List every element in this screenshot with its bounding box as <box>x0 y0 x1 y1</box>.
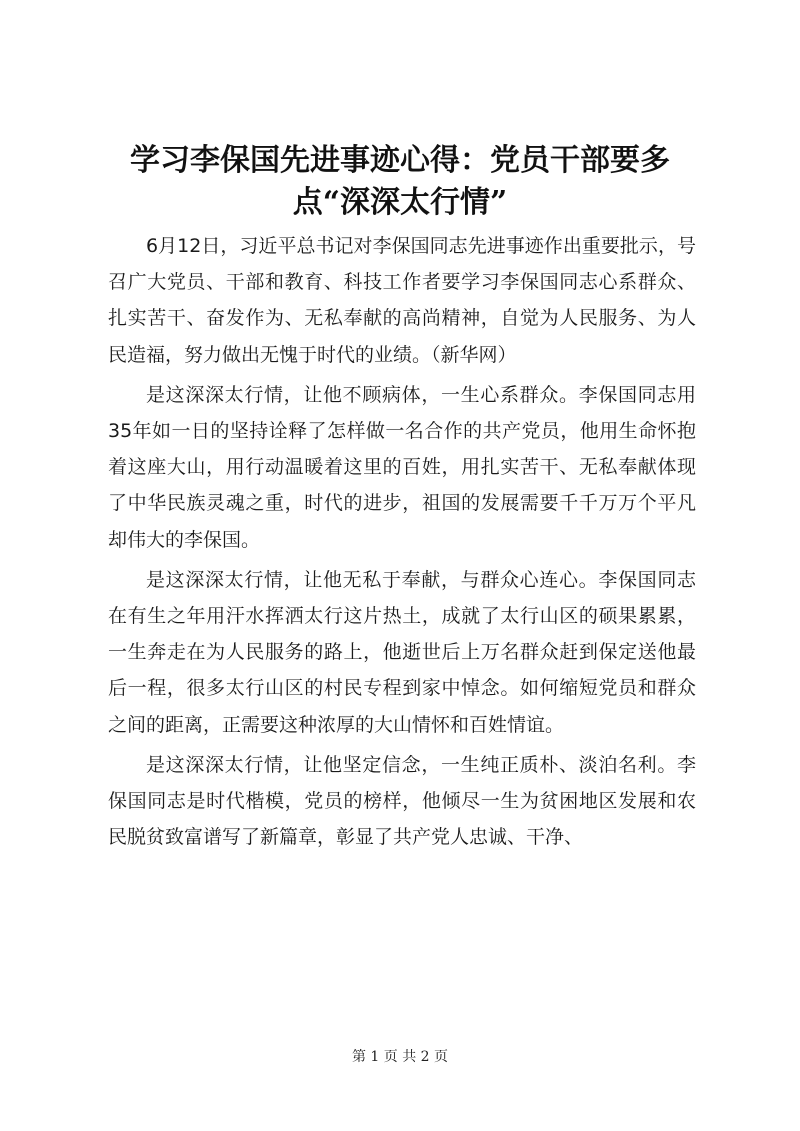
document-body <box>108 228 696 859</box>
paragraph: 是这深深太行情，让他不顾病体，一生心系群众。李保国同志用35年如一日的坚持诠释了怎样做一名合作的共产党员，他用生命怀抱着这座大山，用行动温暖着这里的百姓，用扎实苦干、无私奉献体现了中华民族灵魂之重，时代的进步，祖国的发展需要千千万万个平凡却伟大的李保国。 <box>108 383 696 551</box>
document-title: 学习李保国先进事迹心得：党员干部要多点“深深太行情” <box>130 143 670 220</box>
paragraph: 是这深深太行情，让他坚定信念，一生纯正质朴、淡泊名利。李保国同志是时代楷模，党员的榜样，他倾尽一生为贫困地区发展和农民脱贫致富谱写了新篇章，彰显了共产党人忠诚、干净、 <box>108 753 696 849</box>
page-footer: 第 1 页 共 2 页 <box>351 1049 449 1065</box>
paragraph: 6月12日，习近平总书记对李保国同志先进事迹作出重要批示，号召广大党员、干部和教育、科技工作者要学习李保国同志心系群众、扎实苦干、奋发作为、无私奉献的高尚精神，自觉为人民服务、为人民造福，努力做出无愧于时代的业绩。（新华网） <box>108 235 696 366</box>
paragraph: 是这深深太行情，让他无私于奉献，与群众心连心。李保国同志在有生之年用汗水挥洒太行这片热土，成就了太行山区的硕果累累，一生奔走在为人民服务的路上，他逝世后上万名群众赶到保定送他最后一程，很多太行山区的村民专程到家中悼念。如何缩短党员和群众之间的距离，正需要这种浓厚的大山情怀和百姓情谊。 <box>108 568 696 736</box>
